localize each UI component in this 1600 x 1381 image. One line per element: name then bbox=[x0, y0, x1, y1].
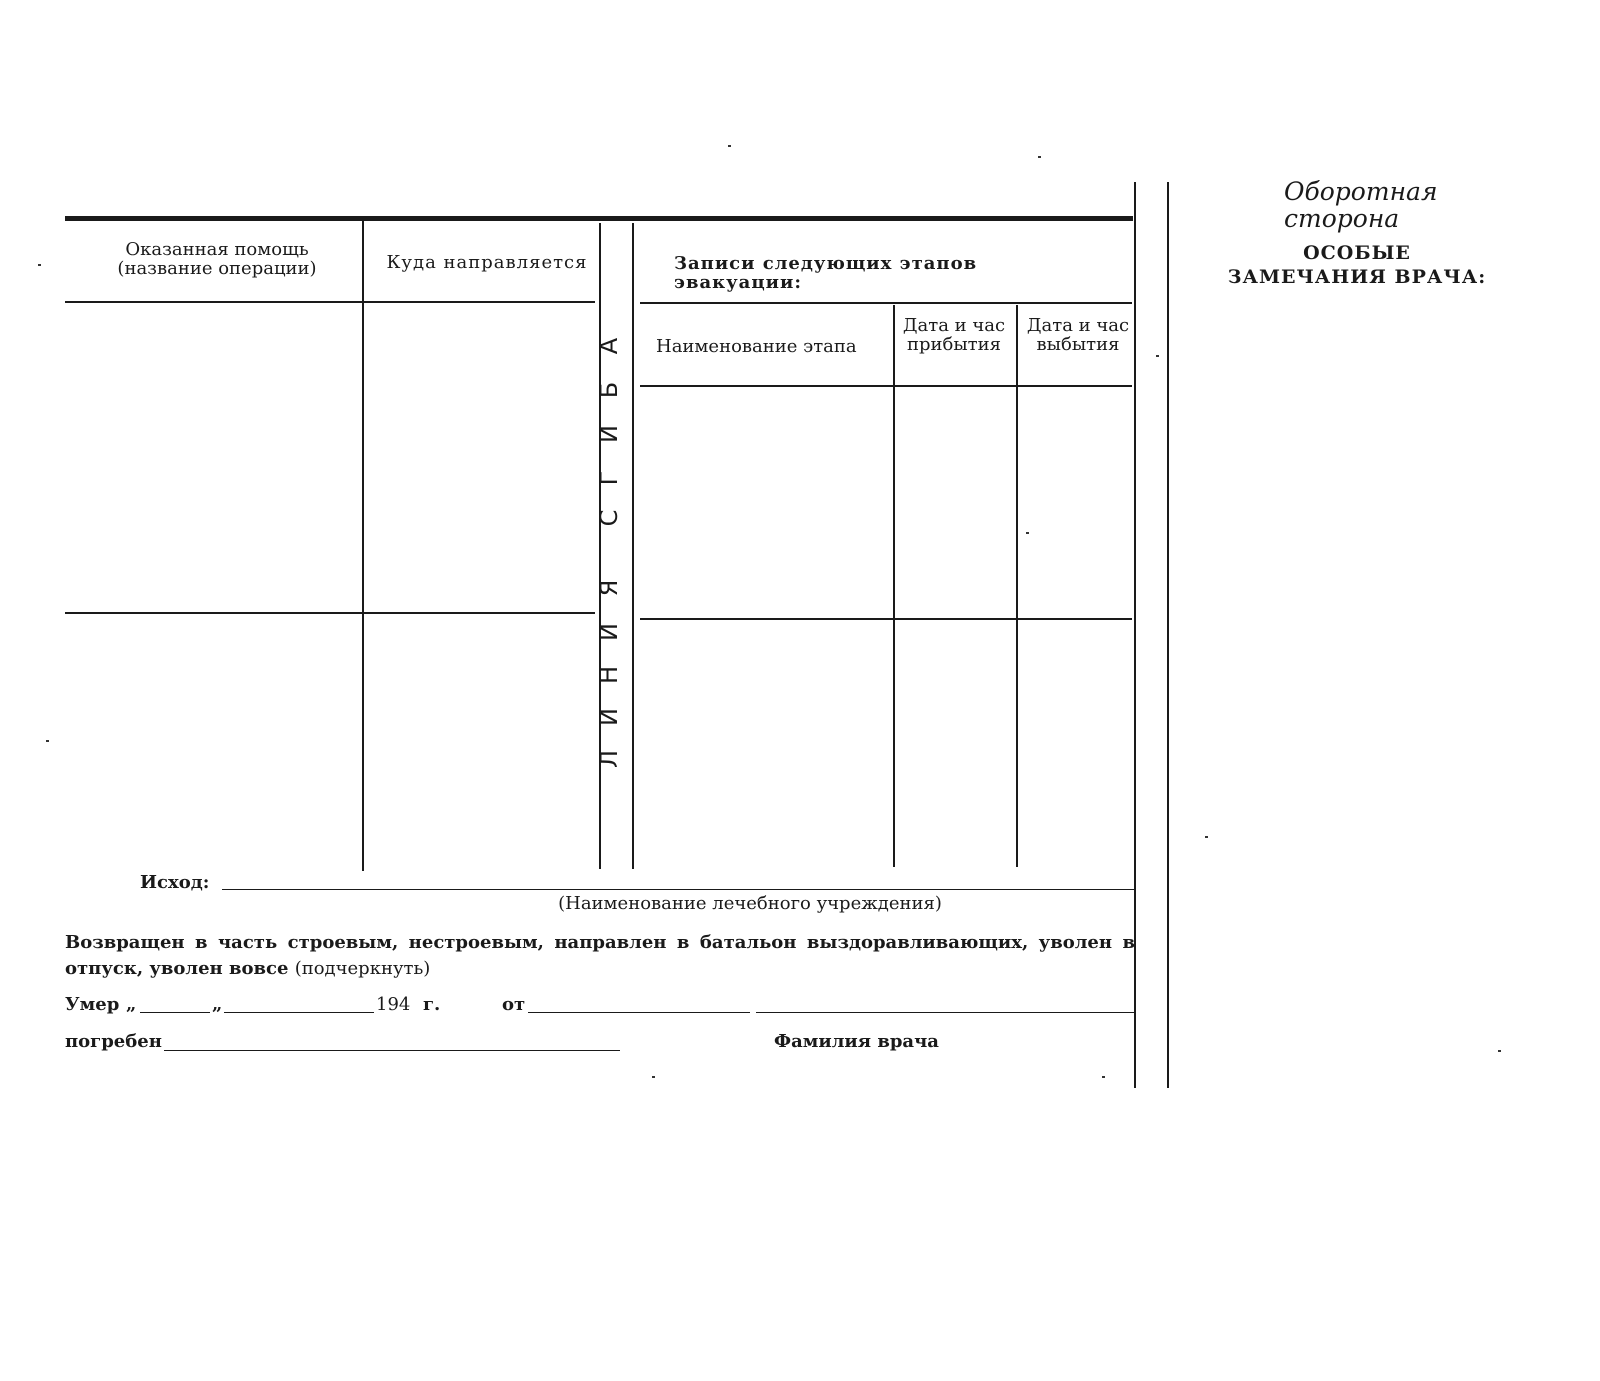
died-quote-open: „ bbox=[126, 994, 137, 1015]
outcome-caption: (Наименование лечебного учреждения) bbox=[558, 893, 942, 914]
scan-speck bbox=[38, 264, 41, 266]
fold-letter: И bbox=[595, 623, 623, 641]
right-border-outer bbox=[1167, 182, 1169, 1088]
doctor-notes-heading: ОСОБЫЕ ЗАМЕЧАНИЯ ВРАЧА: bbox=[1227, 242, 1487, 288]
died-label: Умер bbox=[65, 994, 120, 1015]
right-subheader-rule bbox=[640, 385, 1132, 387]
scan-speck bbox=[652, 1076, 655, 1078]
evacuation-stages-heading: Записи следующих этапов эвакуации: bbox=[674, 253, 978, 293]
outcome-line bbox=[222, 889, 1134, 890]
fold-line-right bbox=[632, 223, 634, 869]
died-quote-close: „ bbox=[212, 994, 223, 1015]
right-middle-rule bbox=[640, 618, 1132, 620]
right-heading-rule bbox=[640, 302, 1132, 304]
fold-letter: Л bbox=[595, 749, 623, 769]
fold-letter: И bbox=[595, 425, 623, 443]
died-year-suffix: г. bbox=[423, 994, 441, 1015]
col-departure-divider bbox=[1016, 305, 1018, 867]
scan-speck bbox=[1498, 1050, 1501, 1052]
left-header-rule bbox=[65, 301, 595, 303]
col-help-header: Оказанная помощь (название операции) bbox=[117, 239, 317, 279]
fold-letter: Н bbox=[595, 665, 623, 685]
scan-speck bbox=[1205, 836, 1208, 838]
returned-options-note: (подчеркнуть) bbox=[294, 958, 431, 979]
col-stage-header: Наименование этапа bbox=[656, 336, 857, 357]
scan-speck bbox=[1026, 532, 1029, 534]
returned-options bbox=[65, 930, 1135, 982]
fold-letter: И bbox=[595, 708, 623, 726]
reverse-side-label: Оборотная сторона bbox=[1284, 177, 1438, 233]
died-month-line bbox=[224, 1012, 374, 1013]
fold-letter: Г bbox=[595, 470, 623, 486]
fold-letter: Б bbox=[595, 381, 623, 399]
col-arrival-header: Дата и час прибытия bbox=[902, 315, 1006, 355]
doctor-surname-label: Фамилия врача bbox=[774, 1031, 939, 1052]
died-from-line-2 bbox=[756, 1012, 1134, 1013]
scan-speck bbox=[46, 740, 49, 742]
outcome-label: Исход: bbox=[140, 872, 210, 893]
left-middle-rule bbox=[65, 612, 595, 614]
buried-line bbox=[164, 1050, 620, 1051]
scan-speck bbox=[1156, 355, 1159, 357]
col-departure-header: Дата и час выбытия bbox=[1026, 315, 1130, 355]
fold-letter: Я bbox=[595, 579, 623, 597]
fold-line-left bbox=[599, 223, 601, 869]
died-from-label: от bbox=[502, 994, 526, 1015]
buried-label: погребен bbox=[65, 1031, 162, 1052]
top-rule bbox=[65, 216, 1133, 221]
died-from-line-1 bbox=[528, 1012, 750, 1013]
scan-speck bbox=[1102, 1076, 1105, 1078]
returned-options-text: Возвращен в часть строевым, нестроевым, направлен в батальон выздоравливающих, уволен в отпуск, уволен вовсе bbox=[65, 932, 1135, 979]
died-day-line bbox=[140, 1012, 210, 1013]
scan-speck bbox=[1038, 156, 1041, 158]
fold-letter: А bbox=[595, 337, 623, 355]
died-year: 194 bbox=[376, 994, 411, 1015]
scan-speck bbox=[728, 145, 731, 147]
col-destination-header: Куда направляется bbox=[386, 252, 588, 273]
fold-letter: С bbox=[595, 509, 623, 527]
col-arrival-divider bbox=[893, 305, 895, 867]
left-table-divider bbox=[362, 221, 364, 871]
